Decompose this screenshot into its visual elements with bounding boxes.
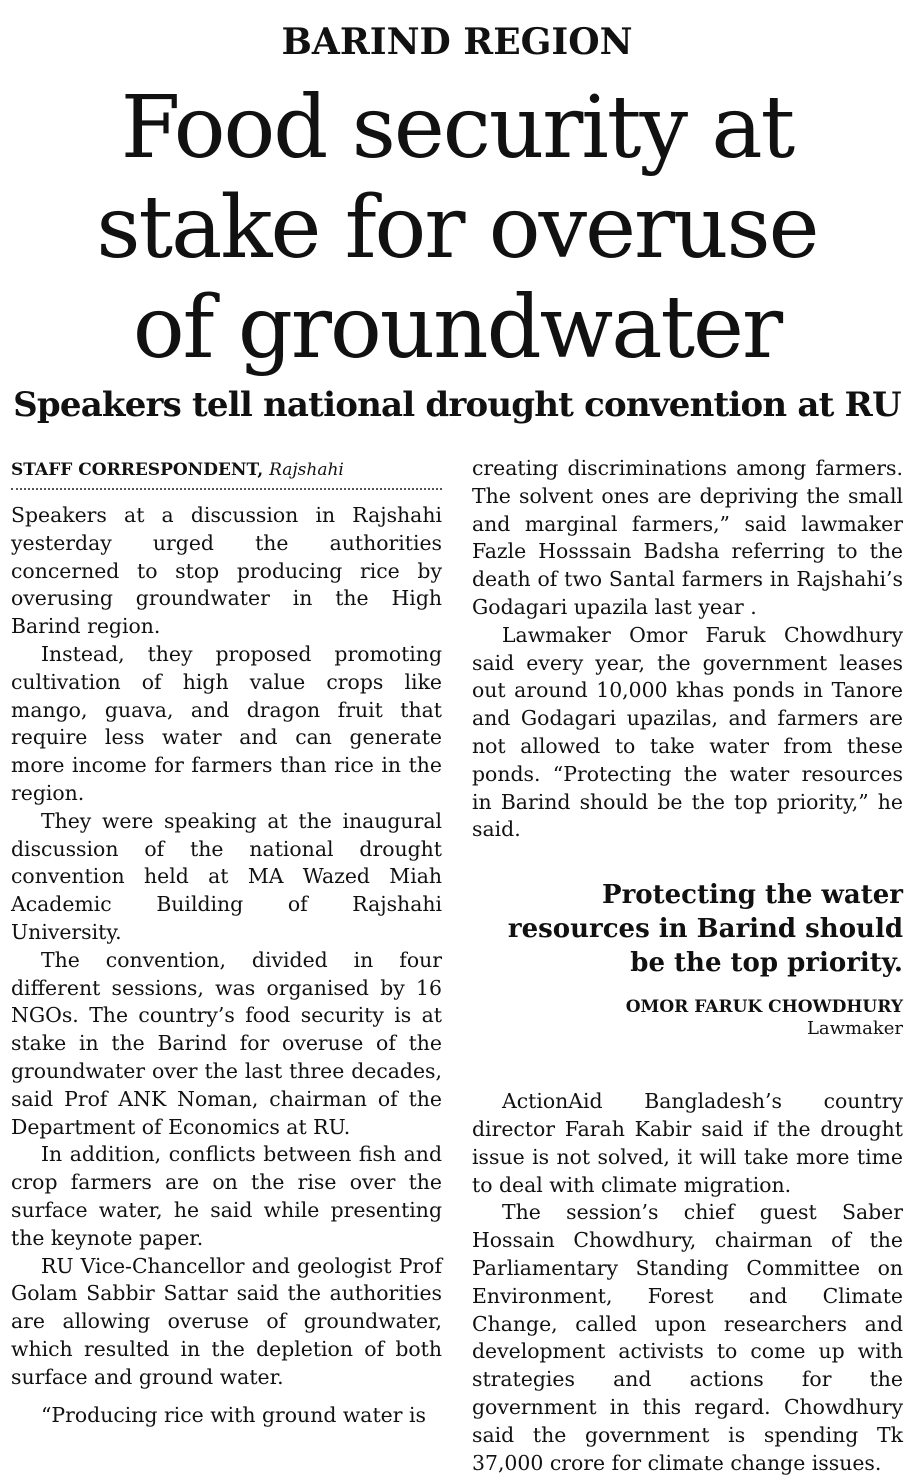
section-kicker: BARIND REGION — [281, 21, 633, 63]
paragraph-6: RU Vice-Chancellor and geologist Prof Golam Sabbir Sattar said the authorities are allowing overuse of groundwater, which resulted in the depletion of both surface and ground water. — [11, 1253, 442, 1389]
pull-quote-role: Lawmaker — [806, 1018, 903, 1040]
pull-quote — [472, 878, 903, 980]
paragraph-4: The convention, divided in four different sessions, was organised by 16 NGOs. The country’s food security is at stake in the Barind for overuse of the groundwater over the last three decades, said Prof ANK Noman, chairman of the Department of Economics at RU. — [11, 947, 442, 1139]
paragraph-10: The session’s chief guest Saber Hossain Chowdhury, chairman of the Parliamentary Standing Committee on Environment, Forest and Climate Change, called upon researchers and development activists to come up with strategies and actions for the government in this regard. Chowdhury said the government is spending Tk 37,000 crore for climate change issues. — [472, 1200, 903, 1475]
byline-divider — [11, 488, 442, 490]
byline-place: Rajshahi — [269, 460, 344, 480]
paragraph-8: Lawmaker Omor Faruk Chowdhury said every year, the government leases out around 10,000 khas ponds in Tanore and Godagari upazilas, and farmers are not allowed to take water from these ponds. “Protecting the water resources in Barind should be the top priority,” he said. — [472, 622, 903, 842]
pull-quote-line-2: resources in Barind should — [507, 914, 903, 945]
byline-author: STAFF CORRESPONDENT, — [11, 460, 264, 480]
headline-line-2: stake for overuse — [96, 178, 818, 278]
headline-line-1: Food security at — [120, 78, 794, 178]
article-column-right — [472, 455, 903, 1477]
headline — [0, 78, 914, 378]
paragraph-7-continued: creating discriminations among farmers. The solvent ones are depriving the small and marginal farmers,” said lawmaker Fazle Hosssain Badsha referring to the death of two Santal farmers in Rajshahi’s Godagari upazila last year . — [472, 456, 903, 619]
paragraph-3: They were speaking at the inaugural discussion of the national drought convention held at MA Wazed Miah Academic Building of Rajshahi University. — [11, 808, 442, 944]
pull-quote-line-3: be the top priority. — [630, 948, 903, 979]
paragraph-5: In addition, conflicts between fish and crop farmers are on the rise over the surface water, he said while presenting the keynote paper. — [11, 1142, 442, 1250]
byline — [11, 455, 442, 485]
paragraph-7: “Producing rice with ground water is — [41, 1402, 426, 1427]
headline-line-3: of groundwater — [132, 278, 782, 378]
pull-quote-line-1: Protecting the water — [602, 880, 903, 911]
deck-subheadline: Speakers tell national drought convention at RU — [13, 385, 901, 425]
paragraph-2: Instead, they proposed promoting cultivation of high value crops like mango, guava, and dragon fruit that require less water and can generate more income for farmers than rice in the region. — [11, 641, 442, 805]
paragraph-9: ActionAid Bangladesh’s country director Farah Kabir said if the drought issue is not solved, it will take more time to deal with climate migration. — [472, 1089, 903, 1197]
pull-quote-author: OMOR FARUK CHOWDHURY — [625, 997, 903, 1018]
article-column-left — [11, 455, 442, 1429]
paragraph-1: Speakers at a discussion in Rajshahi yesterday urged the authorities concerned to stop producing rice by overusing groundwater in the High Barind region. — [11, 503, 442, 639]
